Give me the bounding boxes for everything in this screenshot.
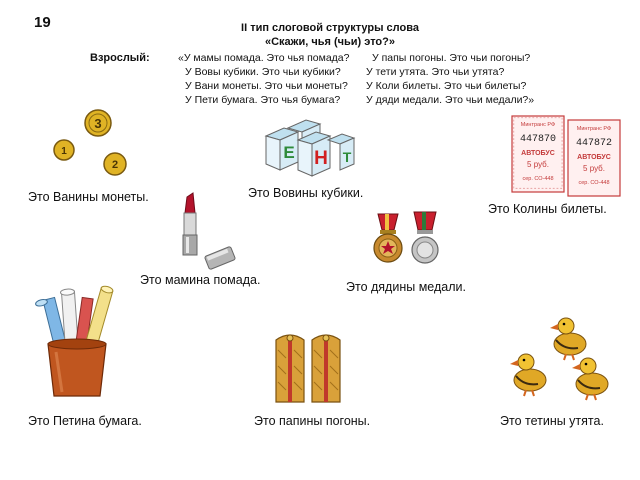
medal-icon	[412, 212, 438, 263]
lipstick-illustration	[176, 193, 246, 273]
cubes-illustration	[258, 118, 358, 182]
coin-icon	[104, 153, 126, 175]
svg-text:Минтранс РФ: Минтранс РФ	[576, 126, 612, 132]
speaker-label: Взрослый:	[90, 52, 150, 64]
svg-text:АВТОБУС: АВТОБУС	[521, 150, 555, 157]
caption-epaulets: Это папины погоны.	[254, 414, 371, 428]
epaulet-icon	[312, 335, 340, 402]
svg-text:1: 1	[61, 146, 67, 157]
dialog-line: У папы погоны. Это чьи погоны?	[372, 52, 531, 64]
duckling-icon	[510, 354, 546, 396]
svg-text:3: 3	[94, 116, 102, 131]
dialog-line: У Коли билеты. Это чьи билеты?	[366, 80, 527, 92]
medals-illustration	[372, 208, 452, 276]
ducklings-illustration	[506, 310, 622, 410]
coins-illustration	[40, 105, 140, 185]
svg-text:Н: Н	[314, 148, 328, 169]
epaulets-illustration	[272, 330, 348, 404]
page-subtitle: «Скажи, чья (чьи) это?»	[264, 36, 395, 48]
cube-icon	[266, 128, 298, 170]
ticket-icon	[512, 116, 564, 192]
svg-text:447870: 447870	[519, 134, 557, 145]
epaulet-icon	[276, 335, 304, 402]
tickets-illustration	[508, 112, 626, 198]
svg-text:АВТОБУС: АВТОБУС	[577, 154, 611, 161]
page-title: II тип слоговой структуры слова	[241, 22, 419, 34]
caption-lipstick: Это мамина помада.	[140, 273, 261, 287]
lipstick-icon	[183, 193, 236, 270]
caption-medals: Это дядины медали.	[346, 280, 466, 294]
dialog-line: У тети утята. Это чьи утята?	[366, 66, 505, 78]
svg-text:сер. СО-448: сер. СО-448	[578, 180, 610, 186]
svg-text:5 руб.: 5 руб.	[583, 164, 605, 173]
medal-icon	[374, 214, 402, 262]
svg-text:сер. СО-448: сер. СО-448	[522, 176, 554, 182]
duckling-icon	[550, 318, 586, 360]
cup-icon	[48, 339, 106, 396]
svg-text:5 руб.: 5 руб.	[527, 160, 549, 169]
cube-icon	[328, 134, 354, 170]
dialog-line: У Вани монеты. Это чьи монеты?	[185, 80, 348, 92]
coin-icon	[85, 110, 111, 136]
ticket-icon	[568, 120, 620, 196]
page-number: 19	[34, 14, 51, 31]
dialog-line: У дяди медали. Это чьи медали?»	[366, 94, 535, 106]
caption-tickets: Это Колины билеты.	[488, 202, 607, 216]
cube-icon	[298, 132, 330, 176]
dialog-line: У Пети бумага. Это чья бумага?	[185, 94, 341, 106]
svg-text:Т: Т	[342, 149, 352, 165]
svg-text:Е: Е	[283, 143, 295, 162]
caption-ducklings: Это тетины утята.	[500, 414, 604, 428]
caption-coins: Это Ванины монеты.	[28, 190, 149, 204]
paper-illustration	[40, 288, 116, 400]
duckling-icon	[572, 358, 608, 400]
dialog-line: У Вовы кубики. Это чьи кубики?	[185, 66, 341, 78]
coin-icon	[54, 140, 74, 160]
dialog-line: «У мамы помада. Это чья помада?	[178, 52, 350, 64]
svg-text:2: 2	[111, 159, 119, 171]
caption-cubes: Это Вовины кубики.	[248, 186, 364, 200]
caption-paper: Это Петина бумага.	[28, 414, 142, 428]
svg-text:Минтранс РФ: Минтранс РФ	[520, 122, 556, 128]
svg-text:447872: 447872	[575, 138, 613, 149]
